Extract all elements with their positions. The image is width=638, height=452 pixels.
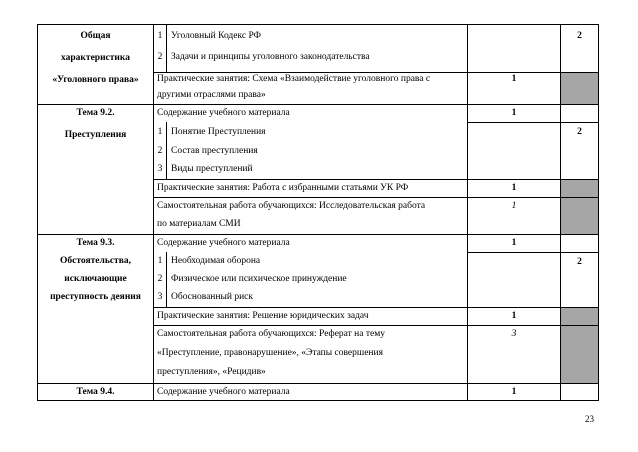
content-title: Содержание учебного материала xyxy=(157,238,290,248)
level-value: 2 xyxy=(577,127,582,137)
hours-value: 1 xyxy=(511,387,517,397)
level-value: 2 xyxy=(577,31,582,41)
self-work-text: Самостоятельная работа обучающихся: Реферат на тему «Преступление, правонарушение», «Этапы совершения преступления», «Рецидив» xyxy=(157,329,385,377)
hours-value: 3 xyxy=(511,329,517,339)
hours-value: 1 xyxy=(511,108,517,118)
practice-text: Практические занятия: Схема «Взаимодействие уголовного права с другими отраслями права» xyxy=(157,74,431,100)
hours-value: 1 xyxy=(511,183,517,193)
item-text: Состав преступления xyxy=(171,146,258,156)
topic-cell: Общая характеристика «Уголовного права» xyxy=(52,31,139,85)
level-value: 2 xyxy=(577,257,582,267)
hours-value: 1 xyxy=(511,74,517,84)
item-text: Виды преступлений xyxy=(171,164,253,174)
content-title: Содержание учебного материала xyxy=(157,108,290,118)
item-number: 2 xyxy=(157,52,163,62)
item-number: 3 xyxy=(157,164,163,174)
hours-value: 1 xyxy=(511,238,517,248)
page-number: 23 xyxy=(585,414,594,424)
item-number: 1 xyxy=(157,256,163,266)
self-work-text: Самостоятельная работа обучающихся: Исследовательская работа по материалам СМИ xyxy=(157,201,426,229)
item-number: 2 xyxy=(157,146,163,156)
item-text: Физическое или психическое принуждение xyxy=(171,274,347,284)
practice-text: Практические занятия: Решение юридических задач xyxy=(157,311,369,321)
item-text: Задачи и принципы уголовного законодательства xyxy=(171,52,370,62)
content-title: Содержание учебного материала xyxy=(157,387,290,397)
item-number: 3 xyxy=(157,292,163,302)
hours-value: 1 xyxy=(511,201,517,211)
topic-cell: Тема 9.2. Преступления xyxy=(64,108,127,140)
item-number: 1 xyxy=(157,31,163,41)
item-number: 1 xyxy=(157,127,163,137)
topic-cell: Тема 9.3. Обстоятельства, исключающие преступность деяния xyxy=(50,238,141,302)
topic-cell: Тема 9.4. xyxy=(76,387,115,397)
item-number: 2 xyxy=(157,274,163,284)
item-text: Обоснованный риск xyxy=(171,292,253,302)
practice-text: Практические занятия: Работа с избранными статьями УК РФ xyxy=(157,183,409,193)
item-text: Необходимая оборона xyxy=(171,256,261,266)
item-text: Уголовный Кодекс РФ xyxy=(171,31,262,41)
item-text: Понятие Преступления xyxy=(171,127,266,137)
hours-value: 1 xyxy=(511,311,517,321)
